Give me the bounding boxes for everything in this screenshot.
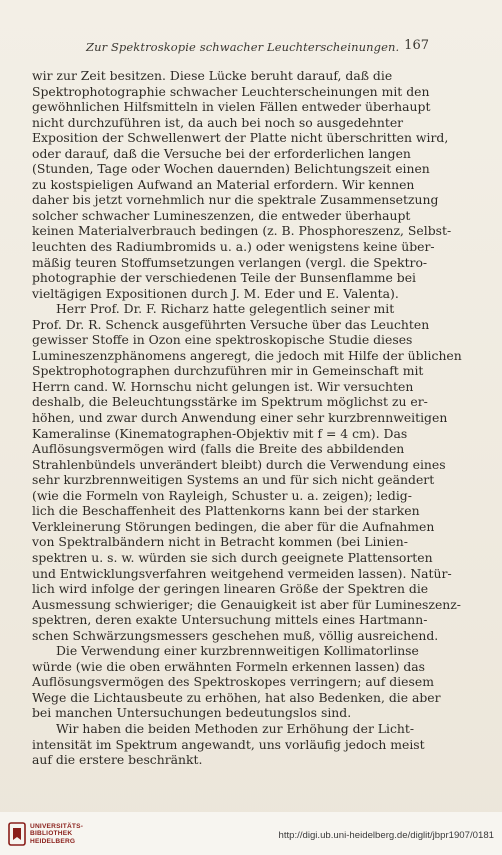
text-line: bei manchen Untersuchungen bedeutungslos sind. <box>32 705 352 721</box>
text-line: auf die erstere beschränkt. <box>32 752 203 768</box>
text-line: sehr kurzbrennweitigen Systems an und für sich nicht geändert <box>32 472 435 488</box>
text-line: spektren, deren exakte Untersuchung mittels eines Hartmann- <box>32 612 428 628</box>
text-line: intensität im Spektrum angewandt, uns vorläufig jedoch meist <box>32 736 425 752</box>
text-line: spektren u. s. w. würden sie sich durch geeignete Plattensorten <box>32 549 433 565</box>
library-logo[interactable] <box>8 822 83 846</box>
text-line: nicht durchzuführen ist, da auch bei noch so ausgedehnter <box>32 114 404 130</box>
text-line: leuchten des Radiumbromids u. a.) oder wenigstens keine über- <box>32 239 435 255</box>
logo-line-2: BIBLIOTHEK <box>30 830 73 838</box>
running-title: Zur Spektroskopie schwacher Leuchterscheinungen. <box>86 40 400 54</box>
body-text <box>32 68 467 768</box>
text-line: lich die Beschaffenheit des Plattenkorns kann bei der starken <box>32 503 420 519</box>
text-line: zu kostspieligen Aufwand an Material erfordern. Wir kennen <box>32 176 415 192</box>
source-url-link[interactable]: http://digi.ub.uni-heidelberg.de/diglit/jbpr1907/0181 <box>278 830 494 841</box>
text-line: mäßig teuren Stoffumsetzungen verlangen (vergl. die Spektro- <box>32 254 428 270</box>
text-line: Herr Prof. Dr. F. Richarz hatte gelegentlich seiner mit <box>56 301 395 317</box>
text-line: lich wird infolge der geringen linearen Größe der Spektren die <box>32 581 429 597</box>
logo-line-1: UNIVERSITÄTS- <box>30 822 84 830</box>
text-line: Strahlenbündels unverändert bleibt) durch die Verwendung eines <box>32 456 446 472</box>
text-line: Wege die Lichtausbeute zu erhöhen, hat also Bedenken, die aber <box>32 689 441 705</box>
text-line: Herrn cand. W. Hornschu nicht gelungen ist. Wir versuchten <box>32 378 414 394</box>
text-line: gewöhnlichen Hilfsmitteln in vielen Fällen entweder überhaupt <box>32 99 431 115</box>
text-line: gewisser Stoffe in Ozon eine spektroskopische Studie dieses <box>32 332 413 348</box>
text-line: Auflösungsvermögen wird (falls die Breite des abbildenden <box>32 441 405 457</box>
text-line: Die Verwendung einer kurzbrennweitigen Kollimatorlinse <box>56 643 419 659</box>
library-seal-icon <box>8 822 26 846</box>
text-line: würde (wie die oben erwähnten Formeln erkennen lassen) das <box>32 658 426 674</box>
text-line: daher bis jetzt vornehmlich nur die spektrale Zusammensetzung <box>32 192 439 208</box>
page-number: 167 <box>404 38 429 53</box>
logo-line-3: HEIDELBERG <box>30 837 76 845</box>
text-line: oder darauf, daß die Versuche bei der erforderlichen langen <box>32 145 411 161</box>
text-line: solcher schwacher Lumineszenzen, die entweder überhaupt <box>32 207 411 223</box>
text-line: Verkleinerung Störungen bedingen, die aber für die Aufnahmen <box>32 518 435 534</box>
text-line: deshalb, die Beleuchtungsstärke im Spektrum möglichst zu er- <box>32 394 428 410</box>
text-line: Kameralinse (Kinematographen-Objektiv mit f = 4 cm). Das <box>32 425 408 441</box>
text-line: höhen, und zwar durch Anwendung einer sehr kurzbrennweitigen <box>32 410 448 426</box>
text-line: photographie der verschiedenen Teile der Bunsenflamme bei <box>32 270 416 286</box>
text-line: Spektrophotographen durchzuführen mir in Gemeinschaft mit <box>32 363 424 379</box>
library-logo-text <box>30 823 83 845</box>
text-line: (Stunden, Tage oder Wochen dauernden) Belichtungszeit einen <box>32 161 430 177</box>
text-line: von Spektralbändern nicht in Betracht kommen (bei Linien- <box>32 534 408 550</box>
footer-bar <box>0 812 502 855</box>
text-line: Exposition der Schwellenwert der Platte nicht überschritten wird, <box>32 130 449 146</box>
text-line: Wir haben die beiden Methoden zur Erhöhung der Licht- <box>56 720 415 736</box>
text-line: vieltägigen Expositionen durch J. M. Eder und E. Valenta). <box>32 285 399 301</box>
text-line: keinen Materialverbrauch bedingen (z. B. Phosphoreszenz, Selbst- <box>32 223 452 239</box>
text-line: Prof. Dr. R. Schenck ausgeführten Versuche über das Leuchten <box>32 316 430 332</box>
text-line: Spektrophotographie schwacher Leuchterscheinungen mit den <box>32 83 430 99</box>
text-line: und Entwicklungsverfahren weitgehend vermeiden lassen). Natür- <box>32 565 452 581</box>
text-line: (wie die Formeln von Rayleigh, Schuster u. a. zeigen); ledig- <box>32 487 412 503</box>
text-line: Lumineszenzphänomens angeregt, die jedoch mit Hilfe der üblichen <box>32 347 462 363</box>
text-line: wir zur Zeit besitzen. Diese Lücke beruht darauf, daß die <box>32 68 393 83</box>
text-line: Auflösungsvermögen des Spektroskopes verringern; auf diesem <box>32 674 434 690</box>
text-line: Ausmessung schwieriger; die Genauigkeit ist aber für Lumineszenz- <box>32 596 461 612</box>
text-line: schen Schwärzungsmessers geschehen muß, völlig ausreichend. <box>32 627 439 643</box>
